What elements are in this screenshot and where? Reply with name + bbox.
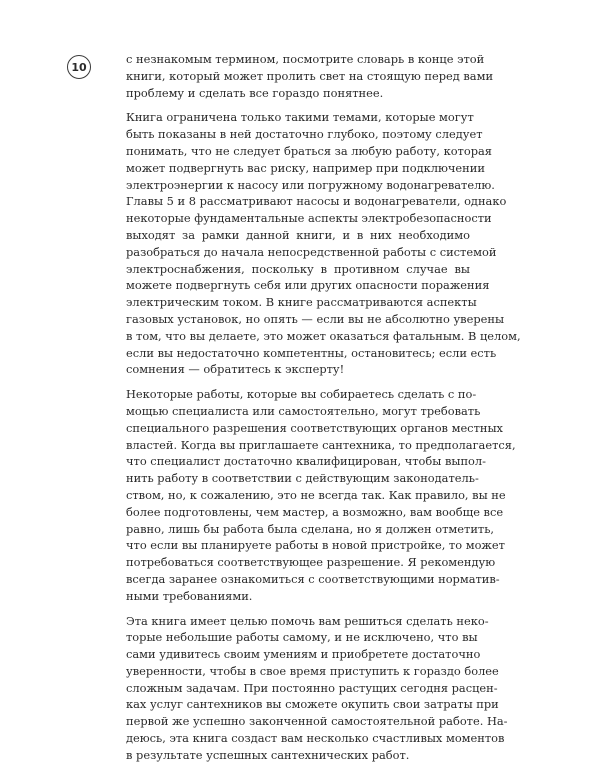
text-line: быть показаны в ней достаточно глубоко, поэтому следует (126, 127, 483, 142)
text-line: сомнения — обратитесь к эксперту! (126, 362, 345, 377)
text-line: выходят за рамки данной книги, и в них необходимо (126, 227, 470, 242)
text-line: электрическим током. В книге рассматриваются аспекты (126, 295, 477, 310)
text-line: равно, лишь бы работа была сделана, но я должен отметить, (126, 521, 495, 536)
paragraph (126, 613, 508, 764)
text-line: потребоваться соответствующее разрешение. Я рекомендую (126, 555, 496, 570)
text-line: ными требованиями. (126, 588, 253, 603)
paragraph (126, 109, 521, 378)
text-line: понимать, что не следует браться за любую работу, которая (126, 143, 492, 158)
text-line: с незнакомым термином, посмотрите словарь в конце этой (126, 52, 485, 66)
text-line: что специалист достаточно квалифицирован, чтобы выпол- (126, 454, 486, 469)
text-line: уверенности, чтобы в свое время приступить к гораздо более (126, 663, 499, 678)
text-line: более подготовлены, чем мастер, а возможно, вам вообще все (126, 504, 504, 519)
text-line: Книга ограничена только такими темами, которые могут (126, 110, 474, 125)
text-line: специального разрешения соответствующих органов местных (126, 420, 503, 435)
page-number: 10 (67, 55, 91, 79)
text-line: ством, но, к сожалению, это не всегда так. Как правило, вы не (126, 487, 506, 502)
text-line: если вы недостаточно компетентны, остановитесь; если есть (126, 345, 497, 360)
text-line: электроэнергии к насосу или погружному водонагревателю. (126, 177, 495, 192)
text-line: электроснабжения, поскольку в противном случае вы (126, 261, 470, 276)
text-line: властей. Когда вы приглашаете сантехника, то предполагается, (126, 437, 516, 452)
text-line: деюсь, эта книга создаст вам несколько счастливых моментов (126, 731, 505, 746)
text-line: проблему и сделать все гораздо понятнее. (126, 85, 384, 100)
text-line: ках услуг сантехников вы сможете окупить свои затраты при (126, 697, 499, 712)
text-line: сложным задачам. При постоянно растущих сегодня расцен- (126, 680, 498, 695)
text-line: сами удивитесь своим умениям и приобретете достаточно (126, 647, 481, 662)
text-line: Некоторые работы, которые вы собираетесь сделать с по- (126, 387, 477, 402)
body-text (126, 51, 521, 764)
text-line: Эта книга имеет целью помочь вам решиться сделать неко- (126, 613, 489, 628)
text-line: можете подвергнуть себя или других опасности поражения (126, 278, 490, 293)
text-line: нить работу в соответствии с действующим законодатель- (126, 471, 479, 486)
text-line: Главы 5 и 8 рассматривают насосы и водонагреватели, однако (126, 194, 507, 209)
text-line: газовых установок, но опять — если вы не абсолютно уверены (126, 311, 505, 326)
text-line: разобраться до начала непосредственной работы с системой (126, 244, 497, 259)
text-line: мощью специалиста или самостоятельно, могут требовать (126, 403, 481, 418)
text-line: в том, что вы делаете, это может оказаться фатальным. В целом, (126, 328, 521, 343)
text-line: может подвергнуть вас риску, например при подключении (126, 160, 485, 175)
text-line: некоторые фундаментальные аспекты электробезопасности (126, 211, 492, 226)
text-line: книги, который может пролить свет на стоящую перед вами (126, 68, 494, 83)
paragraph (126, 386, 516, 604)
text-line: торые небольшие работы самому, и не исключено, что вы (126, 630, 478, 645)
text-line: всегда заранее ознакомиться с соответствующими норматив- (126, 571, 500, 586)
text-line: что если вы планируете работы в новой пристройке, то может (126, 538, 505, 553)
text-line: первой же успешно законченной самостоятельной работе. На- (126, 714, 508, 729)
paragraph (126, 51, 494, 101)
text-line: в результате успешных сантехнических работ. (126, 747, 410, 762)
